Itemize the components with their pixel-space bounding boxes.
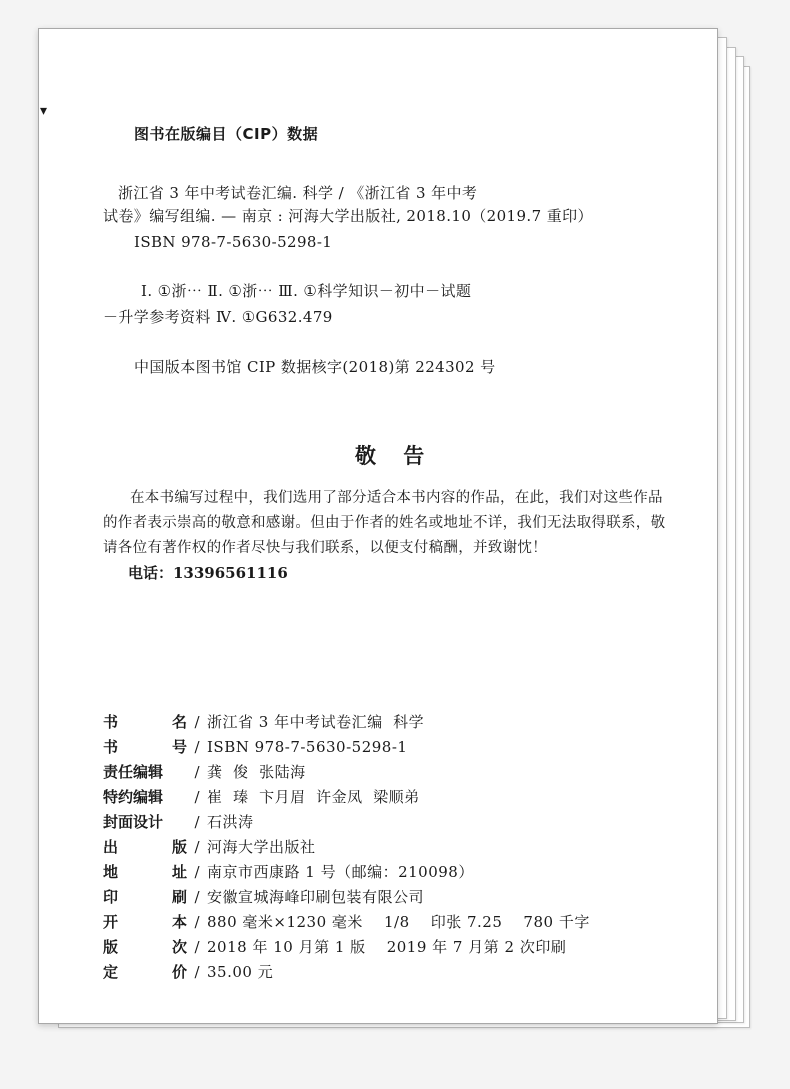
colophon-row-price: 定 价 / 35.00 元 (103, 962, 274, 981)
colophon-label: 印 刷 (103, 888, 187, 906)
colophon (103, 709, 590, 984)
colophon-label: 定 价 (103, 963, 187, 981)
colophon-label: 封面设计 (103, 813, 164, 831)
colophon-value: 2018 年 10 月第 1 版 2019 年 7 月第 2 次印刷 (207, 938, 567, 956)
colophon-row-editor: 责任编辑 / 龚 俊 张陆海 (103, 762, 306, 781)
colophon-label: 地 址 (103, 863, 187, 881)
notice-line-1: 在本书编写过程中，我们选用了部分适合本书内容的作品，在此，我们对这些作品 (130, 490, 663, 506)
colophon-label: 开 本 (103, 913, 187, 931)
colophon-row-publisher: 出 版 / 河海大学出版社 (103, 837, 316, 856)
colophon-row-format: 开 本 / 880 毫米×1230 毫米 1/8 印张 7.25 780 千字 (103, 912, 590, 931)
colophon-value: 河海大学出版社 (207, 838, 316, 856)
notice-title: 敬 告 (355, 444, 435, 468)
colophon-value: 崔 瑧 卞月眉 许金凤 梁顺弟 (207, 788, 420, 806)
colophon-value: 35.00 元 (207, 963, 274, 981)
colophon-row-cover-design: 封面设计 / 石洪涛 (103, 812, 254, 831)
colophon-row-special-editor: 特约编辑 / 崔 瑧 卞月眉 许金凤 梁顺弟 (103, 787, 420, 806)
notice-phone: 电话：13396561116 (128, 564, 288, 582)
colophon-label: 出 版 (103, 838, 187, 856)
colophon-label: 书 名 (103, 713, 187, 731)
colophon-value: 安徽宣城海峰印刷包装有限公司 (207, 888, 425, 906)
colophon-row-printer: 印 刷 / 安徽宣城海峰印刷包装有限公司 (103, 887, 425, 906)
colophon-value: ISBN 978-7-5630-5298-1 (207, 737, 408, 756)
colophon-row-address: 地 址 / 南京市西康路 1 号（邮编：210098） (103, 862, 474, 881)
colophon-value: 浙江省 3 年中考试卷汇编 科学 (207, 713, 425, 731)
colophon-value: 南京市西康路 1 号（邮编：210098） (207, 863, 474, 881)
colophon-row-title: 书 名 / 浙江省 3 年中考试卷汇编 科学 (103, 712, 425, 731)
colophon-value: 龚 俊 张陆海 (207, 763, 306, 781)
colophon-row-edition: 版 次 / 2018 年 10 月第 1 版 2019 年 7 月第 2 次印刷 (103, 937, 567, 956)
colophon-row-isbn: 书 号 / ISBN 978-7-5630-5298-1 (103, 737, 408, 756)
cip-line-2: 试卷》编写组编. — 南京 : 河海大学出版社, 2018.10（2019.7 重印） (103, 207, 593, 225)
notice-line-2: 的作者表示崇高的敬意和感谢。但由于作者的姓名或地址不详，我们无法取得联系，敬 (103, 515, 666, 531)
cip-line-5: －升学参考资料 Ⅳ. ①G632.479 (103, 308, 333, 326)
colophon-value: 石洪涛 (207, 813, 254, 831)
binding-mark: ▾ (40, 103, 48, 119)
cip-heading: 图书在版编目（CIP）数据 (134, 125, 319, 143)
colophon-label: 书 号 (103, 738, 187, 756)
notice-line-3: 请各位有著作权的作者尽快与我们联系，以便支付稿酬，并致谢忱！ (103, 540, 547, 556)
cip-line-4: Ⅰ. ①浙⋯ Ⅱ. ①浙⋯ Ⅲ. ①科学知识－初中－试题 (141, 282, 472, 300)
cip-line-6: 中国版本图书馆 CIP 数据核字(2018)第 224302 号 (134, 358, 496, 376)
cip-line-3: ISBN 978-7-5630-5298-1 (134, 233, 333, 251)
colophon-label: 责任编辑 (103, 763, 164, 781)
colophon-label: 特约编辑 (103, 788, 164, 806)
cip-line-1: 浙江省 3 年中考试卷汇编. 科学 / 《浙江省 3 年中考 (118, 184, 478, 202)
colophon-label: 版 次 (103, 938, 187, 956)
colophon-value: 880 毫米×1230 毫米 1/8 印张 7.25 780 千字 (207, 913, 590, 931)
